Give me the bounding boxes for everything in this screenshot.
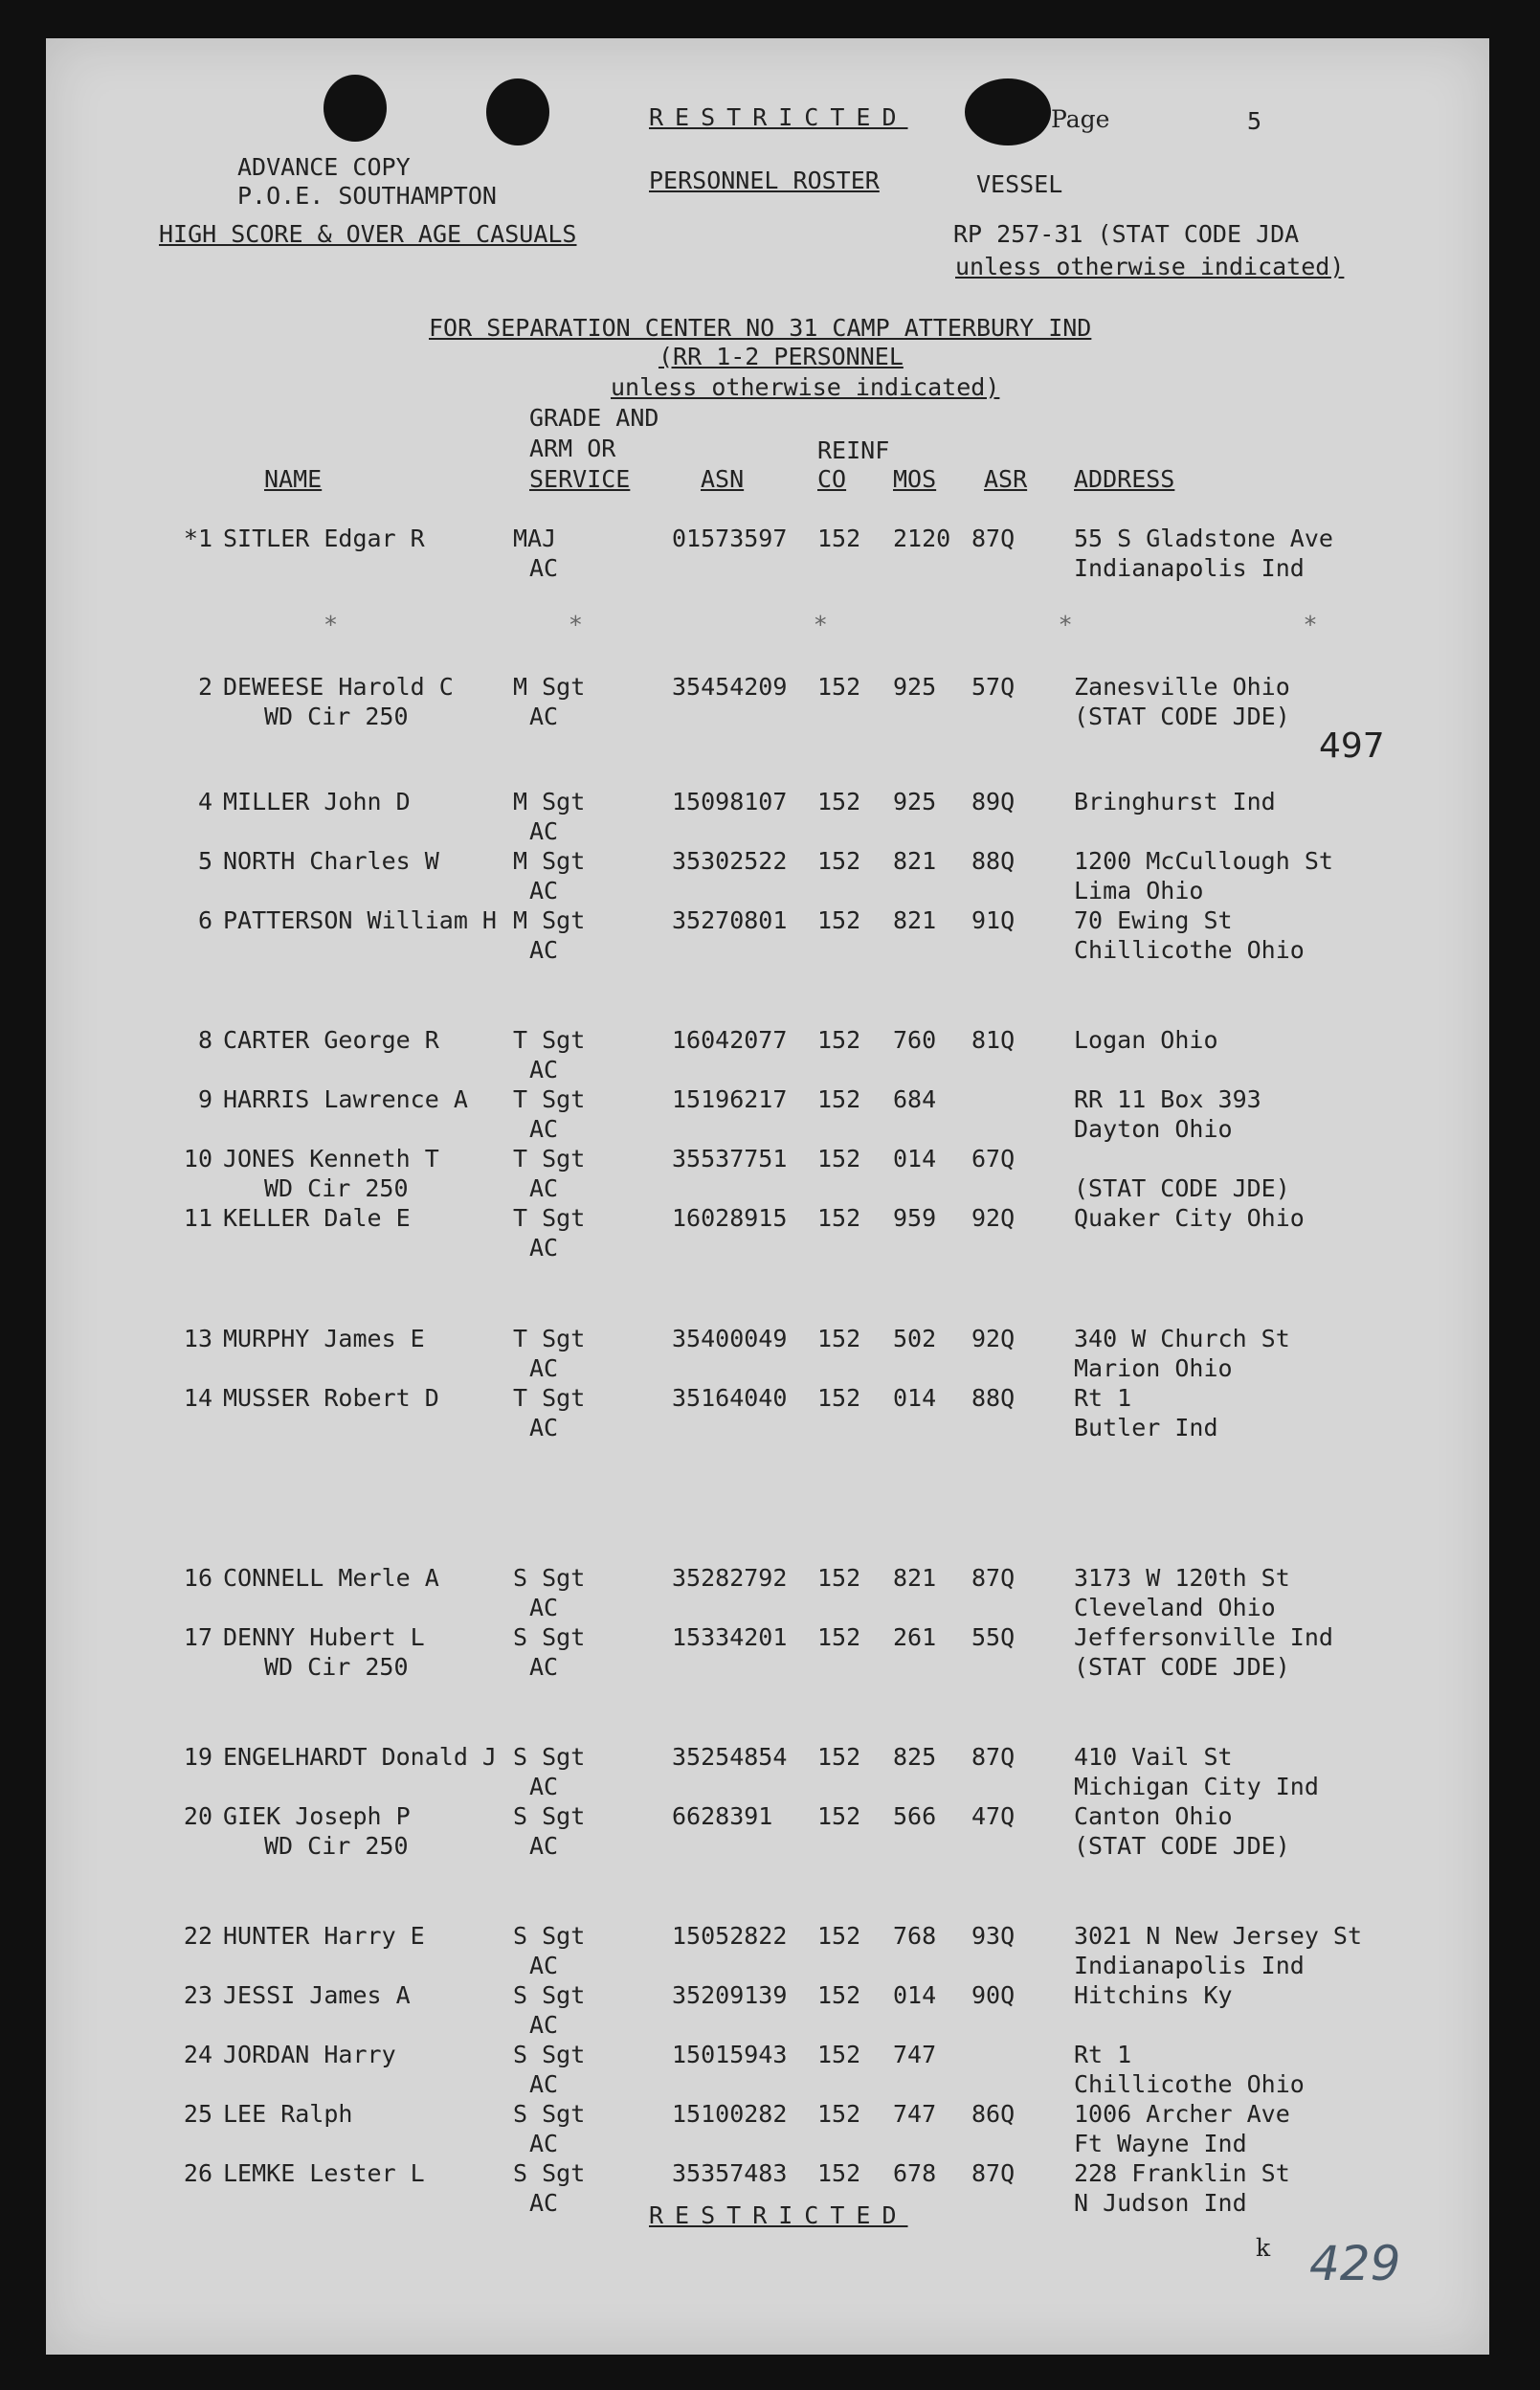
- page-number: 5: [1247, 107, 1262, 135]
- mos: 684: [893, 1085, 937, 1113]
- row-number: 24: [183, 2041, 212, 2068]
- table-row: [46, 1206, 1489, 1267]
- row-number: 16: [183, 1564, 212, 1592]
- reinf-co: 152: [817, 1145, 861, 1173]
- grade: T Sgt: [513, 1204, 586, 1232]
- reinf-co: 152: [817, 1384, 861, 1412]
- mos: 2120: [893, 525, 951, 552]
- handwritten-number: 429: [1309, 2236, 1401, 2291]
- table-row: [46, 1983, 1489, 2044]
- col-address: ADDRESS: [1074, 465, 1175, 493]
- mos: 825: [893, 1743, 937, 1771]
- arm-service: AC: [529, 2189, 559, 2217]
- table-row: [46, 1147, 1489, 1208]
- roster-title: PERSONNEL ROSTER: [649, 167, 880, 194]
- arm-service: AC: [529, 1056, 559, 1083]
- address-line1: Rt 1: [1074, 2041, 1132, 2068]
- soldier-name: PATTERSON William H: [223, 906, 497, 934]
- asr: 87Q: [971, 525, 1016, 552]
- reinf-co: 152: [817, 525, 861, 552]
- address-line1: RR 11 Box 393: [1074, 1085, 1261, 1113]
- asr: 92Q: [971, 1325, 1016, 1352]
- address-line1: 410 Vail St: [1074, 1743, 1233, 1771]
- mos: 014: [893, 1981, 937, 2009]
- row-number: 26: [183, 2159, 212, 2187]
- soldier-name: HUNTER Harry E: [223, 1922, 425, 1950]
- reinf-co: 152: [817, 2159, 861, 2187]
- row-number: 14: [183, 1384, 212, 1412]
- row-number: 5: [197, 847, 212, 875]
- asn: 01573597: [672, 525, 788, 552]
- asn: 35254854: [672, 1743, 788, 1771]
- rp-code: RP 257-31 (STAT CODE JDA: [953, 220, 1300, 248]
- mos: 925: [893, 673, 937, 701]
- address-line1: 55 S Gladstone Ave: [1074, 525, 1333, 552]
- arm-service: AC: [529, 1115, 559, 1143]
- arm-service: AC: [529, 1234, 559, 1262]
- col-asr: ASR: [984, 465, 1028, 493]
- table-row: [46, 849, 1489, 910]
- asn: 15100282: [672, 2100, 788, 2128]
- col-mos: MOS: [893, 465, 937, 493]
- table-row: [46, 908, 1489, 970]
- arm-service: AC: [529, 936, 559, 964]
- grade: S Sgt: [513, 1981, 586, 2009]
- arm-service: AC: [529, 1832, 559, 1860]
- circular-note: WD Cir 250: [264, 1653, 409, 1681]
- arm-service: AC: [529, 2011, 559, 2039]
- punch-hole-right: [965, 78, 1051, 145]
- col-asn: ASN: [701, 465, 745, 493]
- redaction-marks: * * * * *: [324, 611, 1318, 638]
- asn: 16028915: [672, 1204, 788, 1232]
- reinf-co: 152: [817, 1743, 861, 1771]
- mos: 821: [893, 847, 937, 875]
- asr: 88Q: [971, 847, 1016, 875]
- address-line2: N Judson Ind: [1074, 2189, 1247, 2217]
- arm-service: AC: [529, 1952, 559, 1979]
- grade: M Sgt: [513, 673, 586, 701]
- advance-copy: ADVANCE COPY: [237, 153, 411, 181]
- table-row: [46, 1386, 1489, 1447]
- grade: S Sgt: [513, 1922, 586, 1950]
- table-row: [46, 1566, 1489, 1627]
- row-number: 6: [197, 906, 212, 934]
- grade: T Sgt: [513, 1145, 586, 1173]
- mos: 502: [893, 1325, 937, 1352]
- asn: 15015943: [672, 2041, 788, 2068]
- row-number: 19: [183, 1743, 212, 1771]
- row-number: 8: [197, 1026, 212, 1054]
- row-number: 13: [183, 1325, 212, 1352]
- restricted-top: RESTRICTED: [649, 103, 908, 131]
- grade: M Sgt: [513, 788, 586, 815]
- table-row: [46, 2043, 1489, 2104]
- address-line1: 3021 N New Jersey St: [1074, 1922, 1363, 1950]
- table-row: [46, 2102, 1489, 2163]
- arm-service: AC: [529, 877, 559, 905]
- grade: T Sgt: [513, 1026, 586, 1054]
- table-row: [46, 526, 1489, 588]
- reinf-co: 152: [817, 673, 861, 701]
- arm-service: AC: [529, 1414, 559, 1441]
- table-row: [46, 1804, 1489, 1865]
- address-line2: Cleveland Ohio: [1074, 1594, 1276, 1621]
- mos: 014: [893, 1384, 937, 1412]
- asn: 35164040: [672, 1384, 788, 1412]
- asr: 92Q: [971, 1204, 1016, 1232]
- grade: M Sgt: [513, 847, 586, 875]
- reinf-co: 152: [817, 847, 861, 875]
- grade: T Sgt: [513, 1384, 586, 1412]
- asn: 15196217: [672, 1085, 788, 1113]
- table-row: [46, 1745, 1489, 1806]
- reinf-co: 152: [817, 1981, 861, 2009]
- asn: 15052822: [672, 1922, 788, 1950]
- asr: 90Q: [971, 1981, 1016, 2009]
- reinf-co: 152: [817, 1564, 861, 1592]
- reinf-co: 152: [817, 1026, 861, 1054]
- address-line1: Quaker City Ohio: [1074, 1204, 1305, 1232]
- restricted-bottom: RESTRICTED: [649, 2201, 908, 2229]
- grade: S Sgt: [513, 2041, 586, 2068]
- arm-service: AC: [529, 1653, 559, 1681]
- table-row: [46, 675, 1489, 736]
- reinf-co: 152: [817, 1802, 861, 1830]
- asr: 81Q: [971, 1026, 1016, 1054]
- grade: T Sgt: [513, 1325, 586, 1352]
- asr: 89Q: [971, 788, 1016, 815]
- asn: 35357483: [672, 2159, 788, 2187]
- address-line2: (STAT CODE JDE): [1074, 1832, 1290, 1860]
- mos: 959: [893, 1204, 937, 1232]
- address-line2: Lima Ohio: [1074, 877, 1204, 905]
- grade: S Sgt: [513, 1623, 586, 1651]
- arm-service: AC: [529, 2070, 559, 2098]
- soldier-name: CONNELL Merle A: [223, 1564, 439, 1592]
- reinf-co: 152: [817, 2041, 861, 2068]
- address-line2: Butler Ind: [1074, 1414, 1218, 1441]
- asr: 93Q: [971, 1922, 1016, 1950]
- address-line1: Zanesville Ohio: [1074, 673, 1290, 701]
- mos: 261: [893, 1623, 937, 1651]
- asn: 35209139: [672, 1981, 788, 2009]
- grade: S Sgt: [513, 2100, 586, 2128]
- soldier-name: DENNY Hubert L: [223, 1623, 425, 1651]
- poe-southampton: P.O.E. SOUTHAMPTON: [237, 182, 497, 210]
- row-number: 10: [183, 1145, 212, 1173]
- soldier-name: JESSI James A: [223, 1981, 411, 2009]
- reinf-co: 152: [817, 906, 861, 934]
- rp-code-note: unless otherwise indicated): [955, 253, 1345, 280]
- address-line2: (STAT CODE JDE): [1074, 1174, 1290, 1202]
- asr: 47Q: [971, 1802, 1016, 1830]
- row-number: 22: [183, 1922, 212, 1950]
- col-reinf-co: CO: [817, 465, 847, 493]
- soldier-name: CARTER George R: [223, 1026, 439, 1054]
- reinf-co: 152: [817, 1204, 861, 1232]
- address-line1: Rt 1: [1074, 1384, 1132, 1412]
- row-number: 9: [197, 1085, 212, 1113]
- address-line1: Logan Ohio: [1074, 1026, 1218, 1054]
- soldier-name: HARRIS Lawrence A: [223, 1085, 468, 1113]
- arm-service: AC: [529, 1594, 559, 1621]
- punch-hole-left: [324, 75, 387, 142]
- soldier-name: JONES Kenneth T: [223, 1145, 439, 1173]
- vessel-label: VESSEL: [976, 170, 1063, 198]
- reinf-co: 152: [817, 1325, 861, 1352]
- mos: 678: [893, 2159, 937, 2187]
- punch-hole-center: [486, 78, 549, 145]
- separation-center: FOR SEPARATION CENTER NO 31 CAMP ATTERBURY IND: [429, 314, 1092, 342]
- document-sheet: [46, 38, 1489, 2355]
- address-line1: 70 Ewing St: [1074, 906, 1233, 934]
- asr: 87Q: [971, 1743, 1016, 1771]
- arm-service: AC: [529, 817, 559, 845]
- address-line1: 3173 W 120th St: [1074, 1564, 1290, 1592]
- address-line2: (STAT CODE JDE): [1074, 1653, 1290, 1681]
- address-line2: Chillicothe Ohio: [1074, 936, 1305, 964]
- address-line2: Ft Wayne Ind: [1074, 2130, 1247, 2157]
- asn: 15098107: [672, 788, 788, 815]
- mos: 566: [893, 1802, 937, 1830]
- asn: 35270801: [672, 906, 788, 934]
- address-line1: Bringhurst Ind: [1074, 788, 1276, 815]
- arm-service: AC: [529, 554, 559, 582]
- circular-note: WD Cir 250: [264, 1174, 409, 1202]
- col-grade-line3: SERVICE: [529, 465, 631, 493]
- reinf-co: 152: [817, 2100, 861, 2128]
- address-line2: Dayton Ohio: [1074, 1115, 1233, 1143]
- grade: S Sgt: [513, 1743, 586, 1771]
- address-line2: Michigan City Ind: [1074, 1773, 1319, 1800]
- circular-note: WD Cir 250: [264, 703, 409, 730]
- asr: 57Q: [971, 673, 1016, 701]
- soldier-name: MURPHY James E: [223, 1325, 425, 1352]
- mos: 768: [893, 1922, 937, 1950]
- col-name: NAME: [264, 465, 323, 493]
- mos: 747: [893, 2041, 937, 2068]
- soldier-name: ENGELHARDT Donald J: [223, 1743, 497, 1771]
- asn: 15334201: [672, 1623, 788, 1651]
- soldier-name: JORDAN Harry: [223, 2041, 396, 2068]
- asn: 16042077: [672, 1026, 788, 1054]
- footer-initial: k: [1256, 2234, 1271, 2262]
- page-label: Page: [1051, 105, 1110, 133]
- grade: S Sgt: [513, 1564, 586, 1592]
- table-row: [46, 1924, 1489, 1985]
- grade: S Sgt: [513, 2159, 586, 2187]
- asr: 88Q: [971, 1384, 1016, 1412]
- soldier-name: MILLER John D: [223, 788, 411, 815]
- row-number: 2: [197, 673, 212, 701]
- mos: 821: [893, 1564, 937, 1592]
- mos: 014: [893, 1145, 937, 1173]
- arm-service: AC: [529, 1174, 559, 1202]
- grade: M Sgt: [513, 906, 586, 934]
- address-line2: Chillicothe Ohio: [1074, 2070, 1305, 2098]
- table-row: [46, 1087, 1489, 1149]
- reinf-co: 152: [817, 1623, 861, 1651]
- row-number: 23: [183, 1981, 212, 2009]
- address-line2: (STAT CODE JDE): [1074, 703, 1290, 730]
- asn: 6628391: [672, 1802, 773, 1830]
- arm-service: AC: [529, 703, 559, 730]
- mos: 925: [893, 788, 937, 815]
- table-row: [46, 1327, 1489, 1388]
- row-number: 20: [183, 1802, 212, 1830]
- stamp-number: 497: [1319, 726, 1385, 766]
- asn: 35537751: [672, 1145, 788, 1173]
- asn: 35282792: [672, 1564, 788, 1592]
- soldier-name: LEMKE Lester L: [223, 2159, 425, 2187]
- grade: T Sgt: [513, 1085, 586, 1113]
- mos: 760: [893, 1026, 937, 1054]
- row-number: 4: [197, 788, 212, 815]
- address-line1: 1006 Archer Ave: [1074, 2100, 1290, 2128]
- grade: MAJ: [513, 525, 557, 552]
- row-number: *1: [183, 525, 212, 552]
- asn: 35454209: [672, 673, 788, 701]
- circular-note: WD Cir 250: [264, 1832, 409, 1860]
- soldier-name: NORTH Charles W: [223, 847, 439, 875]
- row-number: 25: [183, 2100, 212, 2128]
- asr: 87Q: [971, 1564, 1016, 1592]
- address-line1: Jeffersonville Ind: [1074, 1623, 1333, 1651]
- address-line2: Indianapolis Ind: [1074, 554, 1305, 582]
- address-line1: 228 Franklin St: [1074, 2159, 1290, 2187]
- asr: 91Q: [971, 906, 1016, 934]
- soldier-name: KELLER Dale E: [223, 1204, 411, 1232]
- soldier-name: GIEK Joseph P: [223, 1802, 411, 1830]
- address-line1: 340 W Church St: [1074, 1325, 1290, 1352]
- table-row: [46, 790, 1489, 851]
- arm-service: AC: [529, 1773, 559, 1800]
- row-number: 11: [183, 1204, 212, 1232]
- address-line1: 1200 McCullough St: [1074, 847, 1333, 875]
- asr: 87Q: [971, 2159, 1016, 2187]
- row-number: 17: [183, 1623, 212, 1651]
- rr-personnel: (RR 1-2 PERSONNEL: [658, 343, 904, 370]
- col-grade-line2: ARM OR: [529, 435, 616, 462]
- table-row: [46, 1625, 1489, 1686]
- address-line1: Hitchins Ky: [1074, 1981, 1233, 2009]
- soldier-name: DEWEESE Harold C: [223, 673, 454, 701]
- arm-service: AC: [529, 1354, 559, 1382]
- address-line2: Marion Ohio: [1074, 1354, 1233, 1382]
- soldier-name: MUSSER Robert D: [223, 1384, 439, 1412]
- col-grade-line1: GRADE AND: [529, 404, 659, 432]
- table-row: [46, 1028, 1489, 1089]
- asn: 35400049: [672, 1325, 788, 1352]
- address-line2: Indianapolis Ind: [1074, 1952, 1305, 1979]
- rr-note: unless otherwise indicated): [611, 373, 1000, 401]
- address-line1: Canton Ohio: [1074, 1802, 1233, 1830]
- reinf-co: 152: [817, 788, 861, 815]
- reinf-co: 152: [817, 1922, 861, 1950]
- arm-service: AC: [529, 2130, 559, 2157]
- mos: 821: [893, 906, 937, 934]
- soldier-name: SITLER Edgar R: [223, 525, 425, 552]
- soldier-name: LEE Ralph: [223, 2100, 353, 2128]
- casuals-title: HIGH SCORE & OVER AGE CASUALS: [159, 220, 577, 248]
- mos: 747: [893, 2100, 937, 2128]
- reinf-co: 152: [817, 1085, 861, 1113]
- grade: S Sgt: [513, 1802, 586, 1830]
- asn: 35302522: [672, 847, 788, 875]
- col-reinf-line1: REINF: [817, 436, 890, 464]
- asr: 86Q: [971, 2100, 1016, 2128]
- asr: 67Q: [971, 1145, 1016, 1173]
- asr: 55Q: [971, 1623, 1016, 1651]
